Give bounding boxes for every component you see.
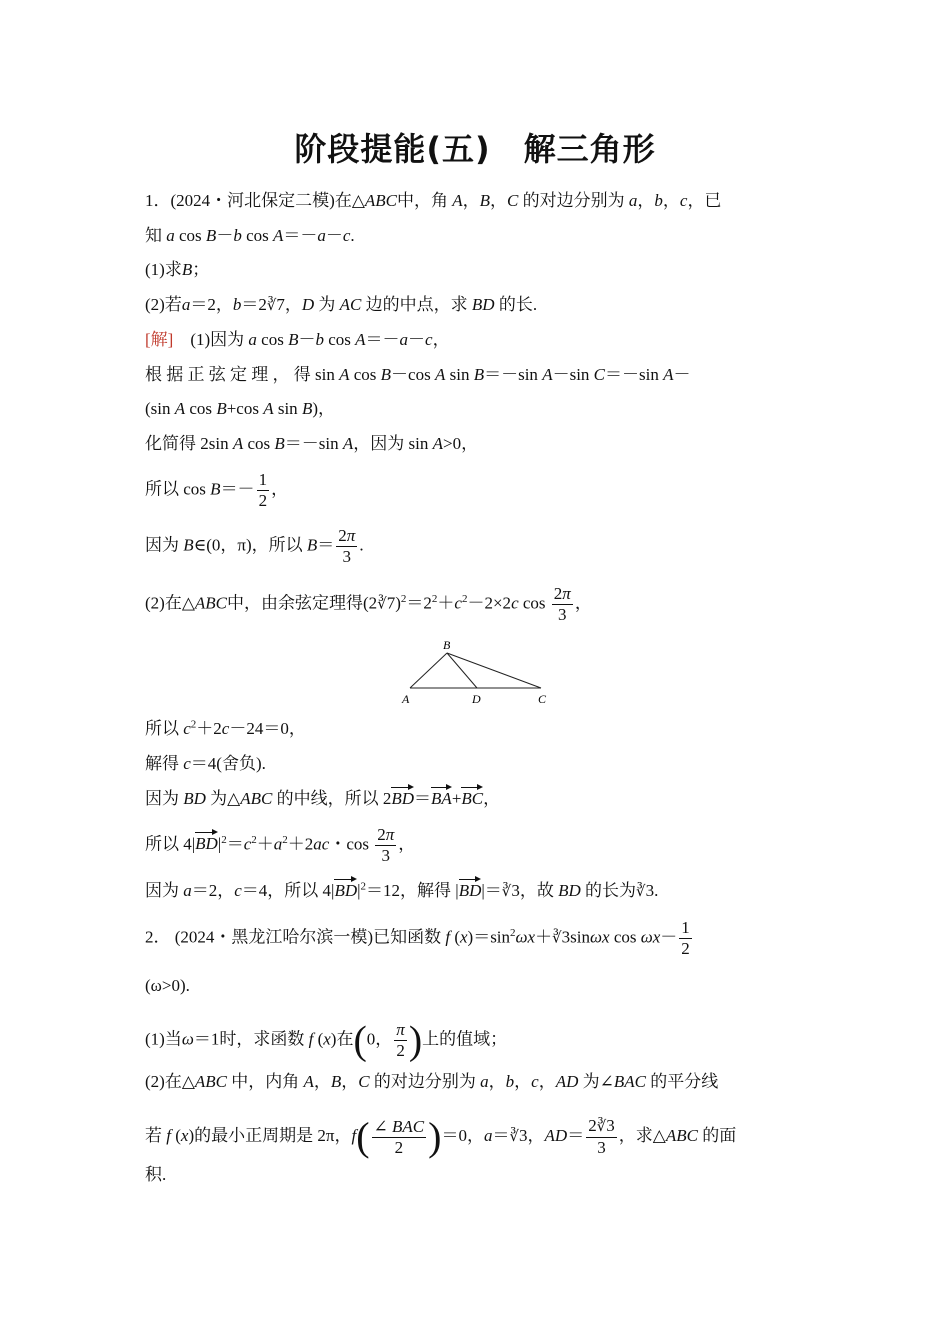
problem-1-line-2: 知 a cos B－b cos A＝－a－c. — [145, 226, 355, 245]
solution-1-line-9: 解得 c＝4(舍负). — [145, 754, 266, 773]
problem-1-part-2: (2)若a＝2，b＝2∛7，D 为 AC 边的中点，求 BD 的长. — [145, 295, 538, 314]
solution-1-line-2: 根 据 正 弦 定 理 ， 得 sin A cos B－cos A sin B＝－sin A－sin C＝－sin A－ — [145, 365, 691, 384]
problem-2-line-4: 若 f (x)的最小正周期是 2π，f( $\frac{\text{∠ BAC}}{2}$ )＝0，a＝∛3，AD＝ $\frac{2∛3}{3}$ ，求△ABC 的面 — [145, 1114, 737, 1159]
solution-1-line-11: 所以 $4|BD|^2=c^2+a^2+2ac$・cos $\frac{2\pi}{3}$ ， — [145, 825, 416, 865]
vertex-label-d: D — [472, 692, 481, 706]
solution-1-line-3: (sin A cos B+cos A sin B)， — [145, 399, 335, 418]
vertex-label-c: C — [538, 692, 547, 706]
solution-1-line-4: 化简得 2sin A cos B＝－sin A，因为 sin A>0， — [145, 434, 479, 453]
problem-2-part-1: (1)当ω＝1时，求函数 f (x)在(0， $\frac{\pi}{2}$ )上的值域； — [145, 1017, 508, 1063]
problem-2-line-5: 积. — [145, 1165, 167, 1184]
solution-1-line-5: 所以 cos B＝－ $\frac{1}{2}$ ， — [145, 470, 289, 510]
page-title: 阶段提能(五) 解三角形 — [294, 130, 656, 168]
problem-2-part-2: (2)在△ABC 中，内角 A，B，C 的对边分别为 a，b，c，AD 为∠BAC 的平分线 — [145, 1072, 719, 1091]
solution-1-line-1: [解] (1)因为 a cos B－b cos A＝－a－c， — [145, 330, 450, 349]
problem-2-line-2: (ω>0). — [145, 976, 190, 995]
triangle-figure — [395, 636, 565, 708]
problem-2-line-1: 2． (2024・黑龙江哈尔滨一模)已知函数 f $(x)=\sin^2\omega x+∛3\sin\omega x$ cos ωx－ $\frac{1}{2}$ — [145, 918, 690, 958]
solution-1-line-6: 因为 B∈(0，π)，所以 B＝ $\frac{2\pi}{3}$ . — [145, 526, 364, 566]
problem-1-part-1: (1)求B； — [145, 260, 210, 279]
vertex-label-b: B — [443, 638, 451, 652]
problem-1-line-1: 1．(2024・河北保定二模)在△ABC中，角 A，B，C 的对边分别为 a，b，c，已 — [145, 191, 722, 210]
vertex-label-a: A — [402, 692, 410, 706]
solution-tag: [解] — [145, 330, 174, 349]
solution-1-line-12: 因为 a＝2，c＝4，所以 $4|BD|^2=12$，解得 |BD|＝∛3，故 BD 的长为∛3. — [145, 880, 659, 900]
solution-1-line-8: 所以 $c^2+2c-24=0$， — [145, 718, 306, 738]
solution-1-line-10: 因为 BD 为△ABC 的中线，所以 2BD＝BA+BC， — [145, 789, 501, 808]
solution-1-line-7: (2)在△ABC中，由余弦定理得$(2∛7)^2=2^2+c^2-2\times 2c$ cos $\frac{2\pi}{3}$ ， — [145, 584, 592, 624]
